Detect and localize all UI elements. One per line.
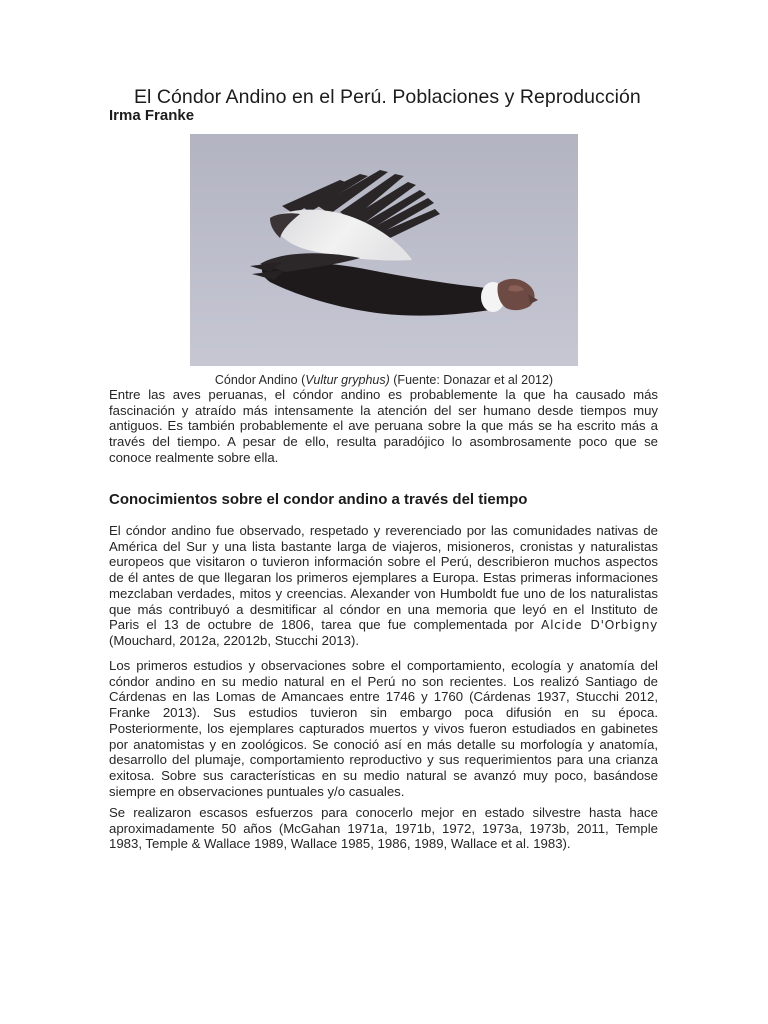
intro-line: antiguos. Es también probablemente el ave peruana sobre la que más se ha escrito más a bbox=[109, 418, 658, 434]
intro-line: través del tiempo. A pesar de ello, resulta paradójico lo asombrosamente poco que se bbox=[109, 434, 658, 450]
paragraph-line: Franke 2013). Sus estudios tuvieron sin embargo poca difusión en su época. bbox=[109, 705, 658, 721]
paragraph-history bbox=[109, 523, 658, 649]
intro-line: fascinación y atraído más intensamente la atención del ser humano desde tiempos muy bbox=[109, 402, 658, 418]
paragraph-line: aproximadamente 50 años (McGahan 1971a, 1971b, 1972, 1973a, 1973b, 2011, Temple bbox=[109, 820, 658, 836]
paragraph-line: América del Sur y una lista bastante larga de viajeros, misioneros, cronistas y naturalistas bbox=[109, 538, 658, 554]
paragraph-line: de él antes de que llegaran los primeros ejemplares a Europa. Estas primeras informaciones bbox=[109, 570, 658, 586]
paragraph-line: mezclaban verdades, mitos y creencias. Alexander von Humboldt fue uno de los naturalistas bbox=[109, 585, 658, 601]
section-heading: Conocimientos sobre el condor andino a través del tiempo bbox=[109, 491, 528, 508]
paragraph-line: Se realizaron escasos esfuerzos para conocerlo mejor en estado silvestre hasta hace bbox=[109, 805, 658, 820]
document-author: Irma Franke bbox=[109, 107, 195, 124]
paragraph-line: Posteriormente, los ejemplares capturados muertos y vivos fueron estudiados en gabinetes bbox=[109, 720, 658, 736]
paragraph-field-studies bbox=[109, 805, 658, 852]
intro-paragraph bbox=[109, 387, 658, 466]
paragraph-line: El cóndor andino fue observado, respetado y reverenciado por las comunidades nativas de bbox=[109, 523, 658, 538]
paragraph-line: exitosa. Sobre sus características en su medio natural se avanzó muy poco, basándose bbox=[109, 767, 658, 783]
intro-line: conoce realmente sobre ella. bbox=[109, 449, 279, 465]
caption-prefix: Cóndor Andino ( bbox=[214, 373, 306, 387]
paragraph-studies bbox=[109, 658, 658, 799]
paragraph-text: Paris el 13 de octubre de 1806, tarea que fue complementada por bbox=[109, 617, 534, 633]
document-title: El Cóndor Andino en el Perú. Poblaciones y Reproducción bbox=[134, 86, 641, 108]
caption-scientific-name: Vultur gryphus) bbox=[305, 373, 390, 387]
paragraph-line: desarrollo del plumaje, comportamiento reproductivo y sus requerimientos para una crianza bbox=[109, 752, 658, 768]
paragraph-line: europeos que visitaron o tuvieron información sobre el Perú, describieron muchos aspectos bbox=[109, 554, 658, 570]
paragraph-line-with-name bbox=[109, 617, 658, 633]
paragraph-line: por anatomistas y en zoológicos. Se conoció así en más detalle su morfología y anatomía, bbox=[109, 736, 658, 752]
paragraph-line: que más contribuyó a desmitificar al cóndor en una memoria que leyó en el Instituto de bbox=[109, 601, 658, 617]
paragraph-line: cóndor andino en su medio natural en el Perú no son recientes. Los realizó Santiago de bbox=[109, 673, 658, 689]
paragraph-line: Cárdenas en las Lomas de Amancaes entre 1746 y 1760 (Cárdenas 1937, Stucchi 2012, bbox=[109, 689, 658, 705]
figure-caption bbox=[0, 373, 768, 387]
paragraph-line: siempre en observaciones puntuales y/o casuales. bbox=[109, 783, 405, 799]
paragraph-line: (Mouchard, 2012a, 22012b, Stucchi 2013). bbox=[109, 632, 359, 648]
naturalist-name: Alcide D'Orbigny bbox=[541, 617, 658, 633]
condor-illustration bbox=[190, 134, 578, 366]
paragraph-line: Los primeros estudios y observaciones sobre el comportamiento, ecología y anatomía del bbox=[109, 658, 658, 673]
caption-source: (Fuente: Donazar et al 2012) bbox=[389, 373, 554, 387]
condor-photo bbox=[190, 134, 578, 366]
intro-line: Entre las aves peruanas, el cóndor andino es probablemente la que ha causado más bbox=[109, 387, 658, 402]
paragraph-line: 1983, Temple & Wallace 1989, Wallace 1985, 1986, 1989, Wallace et al. 1983). bbox=[109, 836, 571, 852]
